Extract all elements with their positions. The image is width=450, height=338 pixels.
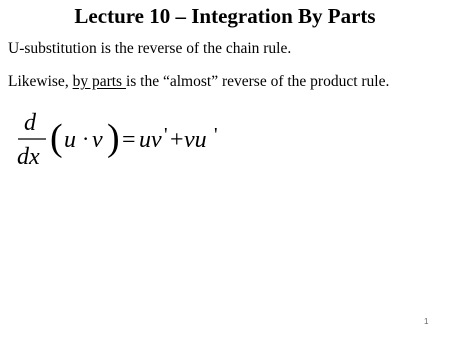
formula-rhs-term1: uv — [139, 127, 162, 153]
formula-prime1: ' — [164, 124, 168, 146]
text-line-by-parts — [8, 73, 389, 91]
formula-dot: · — [82, 126, 90, 151]
formula-denominator: dx — [17, 144, 40, 170]
formula-prime2: ' — [214, 124, 218, 146]
formula-numerator: d — [24, 110, 36, 136]
formula-u: u — [64, 127, 76, 153]
text-likewise: Likewise, — [8, 73, 73, 90]
formula-equals: = — [122, 127, 136, 153]
page-number: 1 — [424, 317, 429, 326]
formula-v: v — [92, 127, 103, 153]
text-line-u-substitution: U-substitution is the reverse of the chain rule. — [8, 40, 292, 57]
formula-close-paren: ) — [107, 117, 120, 159]
underlined-by-parts: by parts — [72, 73, 126, 90]
text-almost-reverse: is the “almost” reverse of the product rule. — [125, 73, 390, 90]
slide-title: Lecture 10 – Integration By Parts — [74, 4, 376, 28]
product-rule-formula — [12, 106, 242, 178]
formula-rhs-term2: vu — [184, 127, 207, 153]
formula-open-paren: ( — [50, 117, 63, 159]
formula-plus: + — [170, 127, 184, 153]
